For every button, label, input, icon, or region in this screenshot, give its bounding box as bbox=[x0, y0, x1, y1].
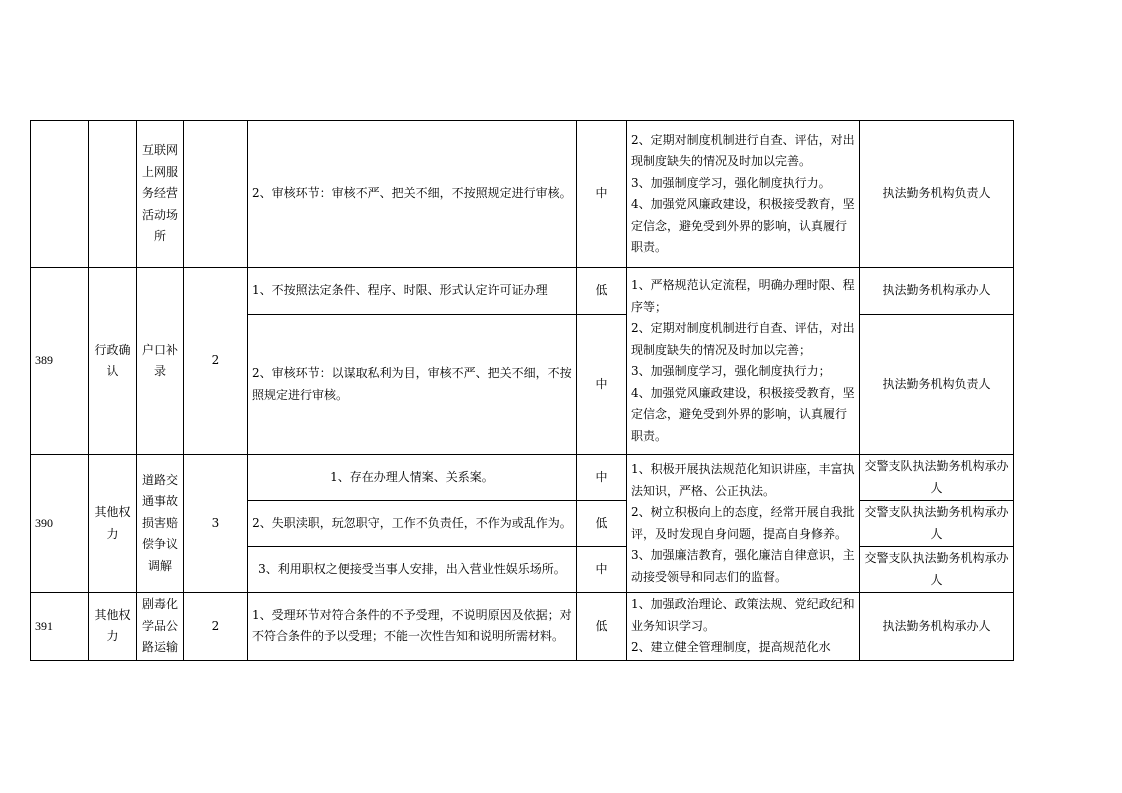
cell-level: 中 bbox=[577, 455, 627, 501]
measure-line: 2、定期对制度机制进行自查、评估，对出现制度缺失的情况及时加以完善。 bbox=[631, 132, 855, 168]
cell-item: 户口补录 bbox=[137, 268, 184, 455]
measure-line: 3、加强制度学习，强化制度执行力。 bbox=[631, 175, 831, 190]
cell-owner: 交警支队执法勤务机构承办人 bbox=[860, 547, 1014, 593]
cell-item: 道路交通事故损害赔偿争议调解 bbox=[137, 455, 184, 593]
cell-level: 中 bbox=[577, 547, 627, 593]
cell-no: 391 bbox=[31, 593, 89, 661]
cell-owner: 执法勤务机构负责人 bbox=[860, 121, 1014, 268]
cell-count: 2 bbox=[184, 268, 248, 455]
cell-count bbox=[184, 121, 248, 268]
cell-type: 其他权力 bbox=[89, 593, 137, 661]
cell-owner: 执法勤务机构负责人 bbox=[860, 315, 1014, 455]
cell-no: 389 bbox=[31, 268, 89, 455]
cell-level: 低 bbox=[577, 593, 627, 661]
cell-item: 剧毒化学品公路运输 bbox=[137, 593, 184, 661]
table-row bbox=[31, 268, 1014, 315]
cell-type bbox=[89, 121, 137, 268]
cell-type: 行政确认 bbox=[89, 268, 137, 455]
cell-risk: 2、审核环节：以谋取私利为目，审核不严、把关不细，不按照规定进行审核。 bbox=[248, 315, 577, 455]
measure-line: 2、建立健全管理制度，提高规范化水 bbox=[631, 640, 831, 654]
cell-risk: 2、审核环节：审核不严、把关不细，不按照规定进行审核。 bbox=[248, 121, 577, 268]
cell-owner: 交警支队执法勤务机构承办人 bbox=[860, 455, 1014, 501]
cell-risk: 2、失职渎职，玩忽职守，工作不负责任，不作为或乱作为。 bbox=[248, 501, 577, 547]
cell-level: 中 bbox=[577, 315, 627, 455]
measure-line: 4、加强党风廉政建设，积极接受教育，坚定信念，避免受到外界的影响，认真履行职责。 bbox=[631, 385, 855, 443]
measure-line: 3、加强制度学习，强化制度执行力； bbox=[631, 364, 831, 378]
risk-table bbox=[30, 120, 1014, 661]
cell-risk: 1、存在办理人情案、关系案。 bbox=[248, 455, 577, 501]
cell-no: 390 bbox=[31, 455, 89, 593]
cell-type: 其他权力 bbox=[89, 455, 137, 593]
table-row bbox=[31, 455, 1014, 501]
cell-level: 低 bbox=[577, 268, 627, 315]
measure-line: 3、加强廉洁教育，强化廉洁自律意识，主动接受领导和同志们的监督。 bbox=[631, 548, 855, 584]
cell-owner: 执法勤务机构承办人 bbox=[860, 268, 1014, 315]
cell-measures bbox=[627, 593, 860, 661]
table-row bbox=[31, 121, 1014, 268]
cell-level: 低 bbox=[577, 501, 627, 547]
table-row bbox=[31, 593, 1014, 661]
cell-item: 互联网上网服务经营活动场所 bbox=[137, 121, 184, 268]
measure-line: 4、加强党风廉政建设，积极接受教育，坚定信念，避免受到外界的影响，认真履行职责。 bbox=[631, 197, 855, 254]
cell-owner: 执法勤务机构承办人 bbox=[860, 593, 1014, 661]
cell-level: 中 bbox=[577, 121, 627, 268]
cell-risk: 1、受理环节对符合条件的不予受理，不说明原因及依据；对不符合条件的予以受理；不能一次性告知和说明所需材料。 bbox=[248, 593, 577, 661]
cell-risk: 1、不按照法定条件、程序、时限、形式认定许可证办理 bbox=[248, 268, 577, 315]
measure-line: 1、严格规范认定流程，明确办理时限、程序等； bbox=[631, 278, 855, 314]
measure-line: 2、树立积极向上的态度，经常开展自我批评，及时发现自身问题，提高自身修养。 bbox=[631, 505, 855, 541]
cell-risk: 3、利用职权之便接受当事人安排，出入营业性娱乐场所。 bbox=[248, 547, 577, 593]
measure-line: 1、积极开展执法规范化知识讲座，丰富执法知识，严格、公正执法。 bbox=[631, 462, 855, 498]
cell-owner: 交警支队执法勤务机构承办人 bbox=[860, 501, 1014, 547]
cell-measures bbox=[627, 121, 860, 268]
cell-measures bbox=[627, 455, 860, 593]
cell-measures bbox=[627, 268, 860, 455]
measure-line: 2、定期对制度机制进行自查、评估，对出现制度缺失的情况及时加以完善； bbox=[631, 321, 855, 357]
cell-no bbox=[31, 121, 89, 268]
measure-line: 1、加强政治理论、政策法规、党纪政纪和业务知识学习。 bbox=[631, 597, 855, 633]
cell-count: 3 bbox=[184, 455, 248, 593]
cell-count: 2 bbox=[184, 593, 248, 661]
